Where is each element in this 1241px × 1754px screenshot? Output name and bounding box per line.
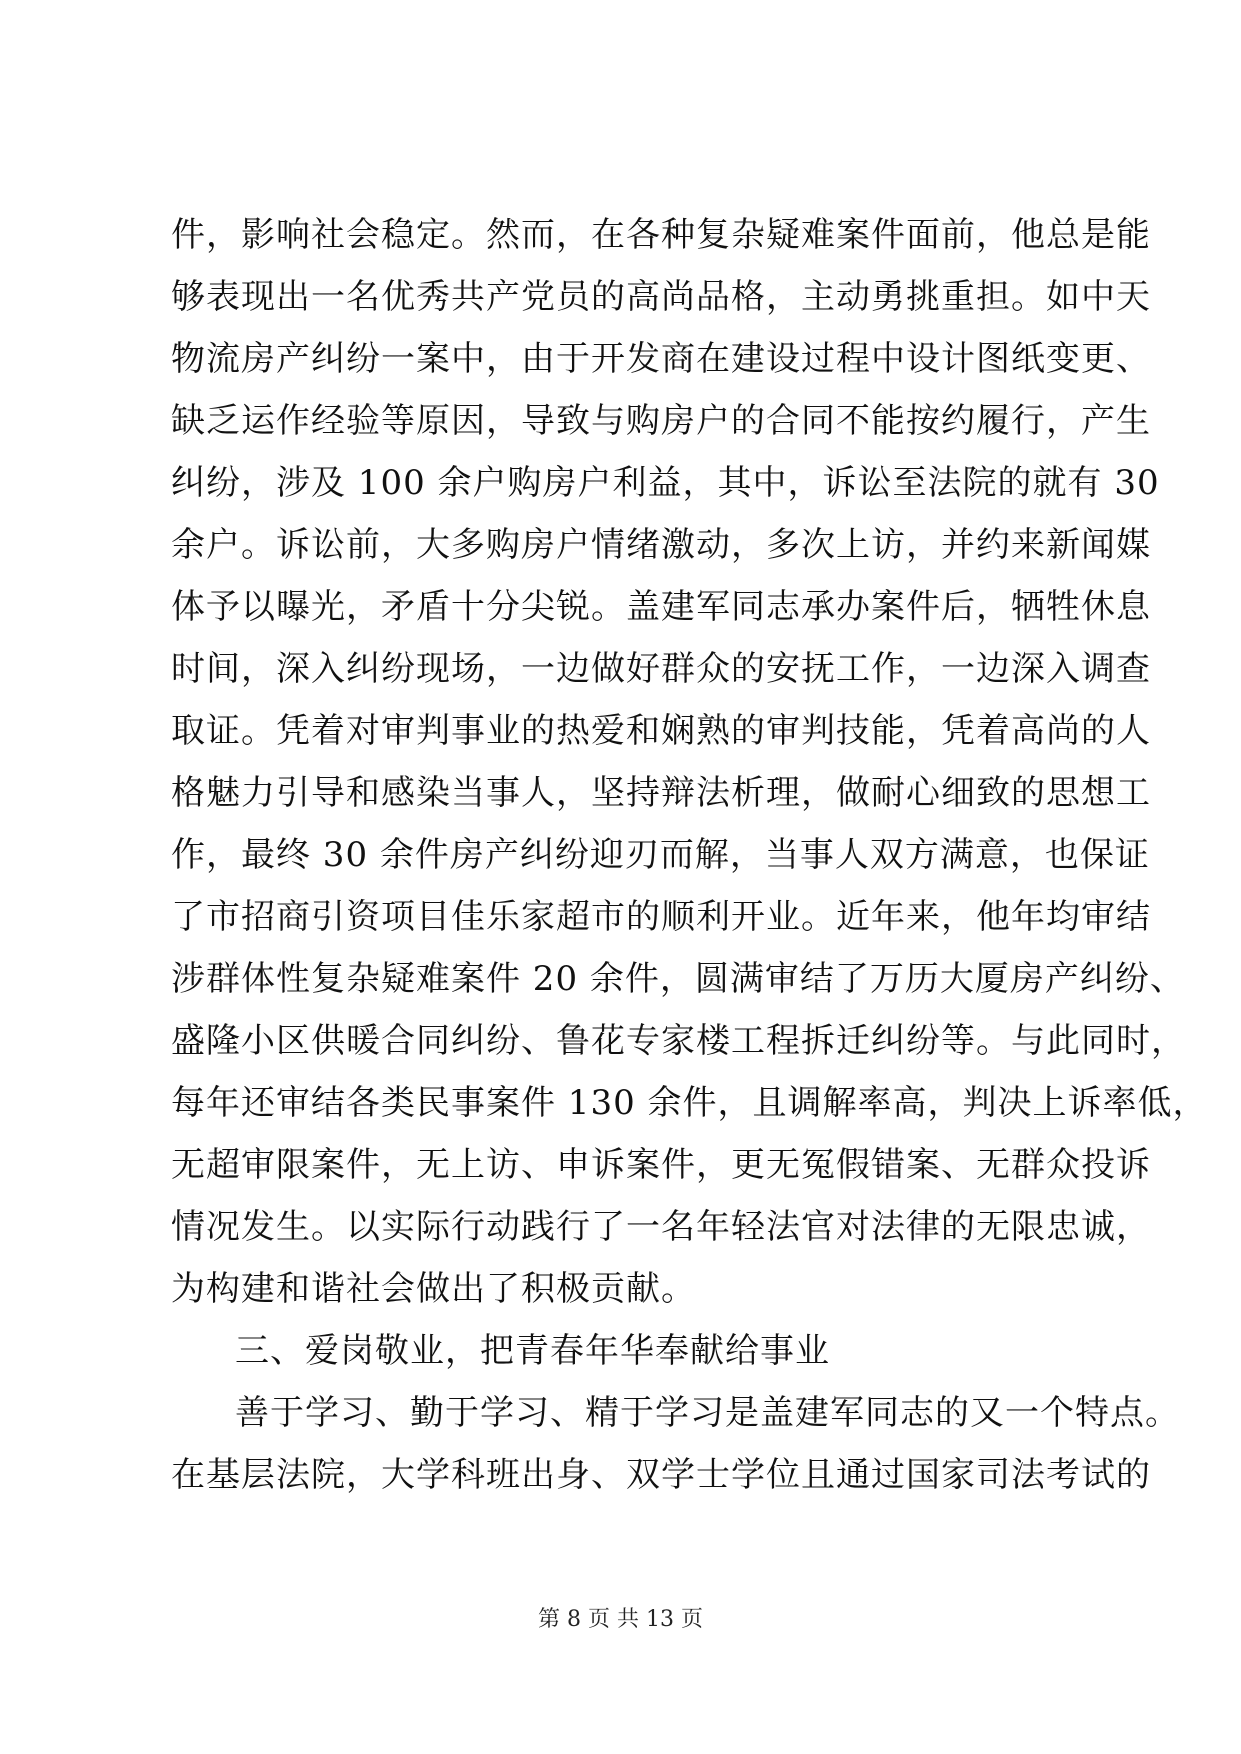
- body-line: 情况发生。以实际行动践行了一名年轻法官对法律的无限忠诚，: [171, 1207, 1151, 1247]
- body-line: 件，影响社会稳定。然而，在各种复杂疑难案件面前，他总是能: [171, 215, 1151, 255]
- body-line: 够表现出一名优秀共产党员的高尚品格，主动勇挑重担。如中天: [171, 277, 1151, 317]
- body-line-last: 为构建和谐社会做出了积极贡献。: [171, 1269, 696, 1309]
- body-line: 体予以曝光，矛盾十分尖锐。盖建军同志承办案件后，牺牲休息: [171, 587, 1151, 627]
- body-line: 时间，深入纠纷现场，一边做好群众的安抚工作，一边深入调查: [171, 649, 1151, 689]
- body-line: 缺乏运作经验等原因，导致与购房户的合同不能按约履行，产生: [171, 401, 1151, 441]
- body-line: 物流房产纠纷一案中，由于开发商在建设过程中设计图纸变更、: [171, 339, 1151, 379]
- body-line: 了市招商引资项目佳乐家超市的顺利开业。近年来，他年均审结: [171, 897, 1151, 937]
- section-heading: 三、爱岗敬业，把青春年华奉献给事业: [235, 1331, 830, 1371]
- body-line: 取证。凭着对审判事业的热爱和娴熟的审判技能，凭着高尚的人: [171, 711, 1151, 751]
- body-line: 格魅力引导和感染当事人，坚持辩法析理，做耐心细致的思想工: [171, 773, 1151, 813]
- body-line: 在基层法院，大学科班出身、双学士学位且通过国家司法考试的: [171, 1455, 1151, 1495]
- body-line: 涉群体性复杂疑难案件 20 余件，圆满审结了万历大厦房产纠纷、: [171, 959, 1185, 999]
- body-line: 余户。诉讼前，大多购房户情绪激动，多次上访，并约来新闻媒: [171, 525, 1151, 565]
- body-line: 善于学习、勤于学习、精于学习是盖建军同志的又一个特点。: [235, 1393, 1180, 1433]
- page-number-footer: 第 8 页 共 13 页: [538, 1607, 703, 1632]
- body-line: 纠纷，涉及 100 余户购房户利益，其中，诉讼至法院的就有 30: [171, 463, 1160, 503]
- body-line: 无超审限案件，无上访、申诉案件，更无冤假错案、无群众投诉: [171, 1145, 1151, 1185]
- body-line: 盛隆小区供暖合同纠纷、鲁花专家楼工程拆迁纠纷等。与此同时，: [171, 1021, 1186, 1061]
- body-line: 作，最终 30 余件房产纠纷迎刃而解，当事人双方满意，也保证: [171, 835, 1150, 875]
- body-line: 每年还审结各类民事案件 130 余件，且调解率高，判决上诉率低，: [171, 1083, 1208, 1123]
